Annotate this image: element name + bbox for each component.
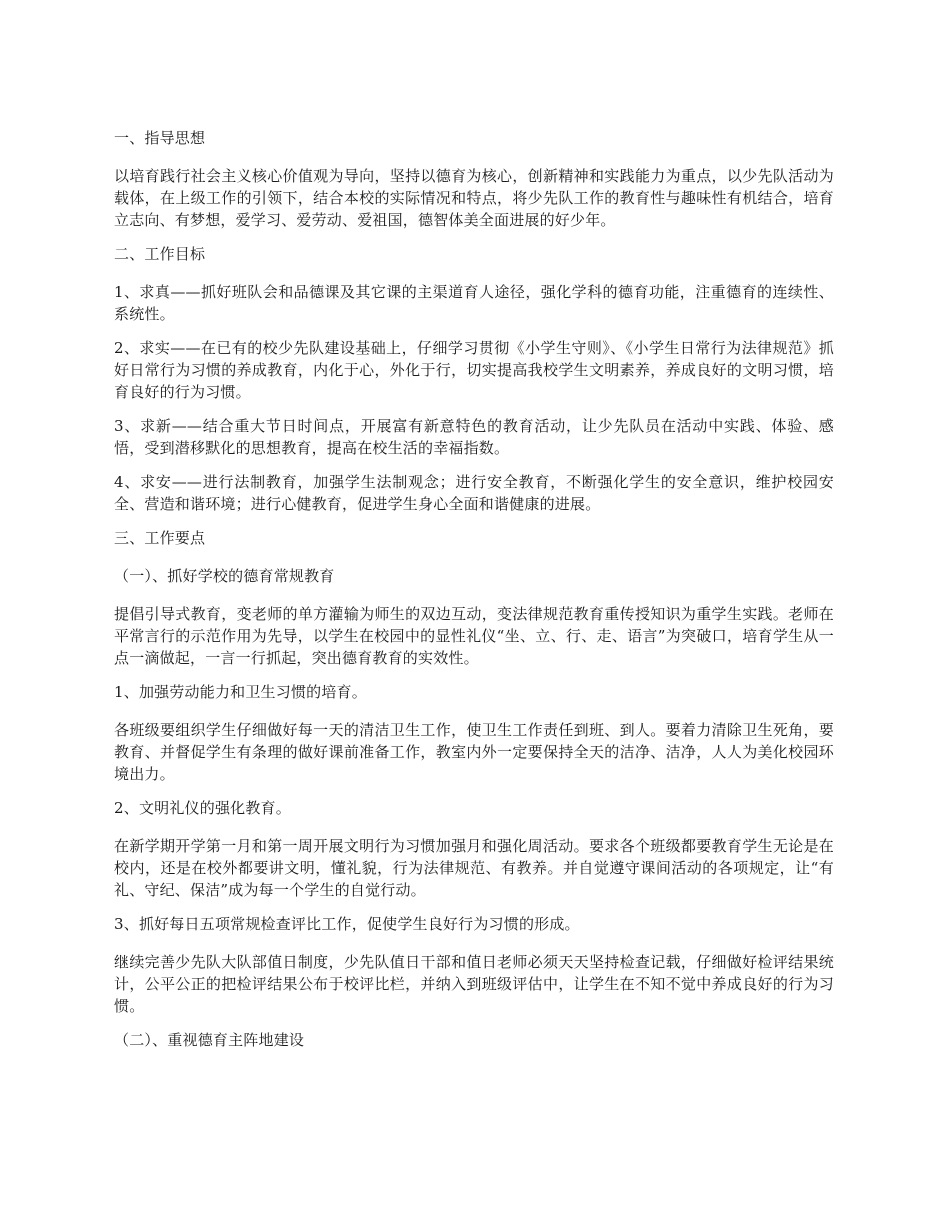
section-heading-guiding-thought: 一、指导思想 <box>114 129 206 147</box>
subsection-heading-moral-position: （二）、重视德育主阵地建设 <box>114 1031 305 1049</box>
paragraph-goal-3: 3、求新——结合重大节日时间点，开展富有新意特色的教育活动，让少先队员在活动中实践、体验、感悟，受到潜移默化的思想教育，提高在校生活的幸福指数。 <box>114 417 834 457</box>
item-heading-etiquette: 2、文明礼仪的强化教育。 <box>114 799 291 817</box>
paragraph-labor-hygiene: 各班级要组织学生仔细做好每一天的清洁卫生工作，使卫生工作责任到班、到人。要着力清除卫生死角，要教育、并督促学生有条理的做好课前准备工作，教室内外一定要保持全天的洁净、洁净，人人为美化校园环境出力。 <box>114 721 834 783</box>
paragraph-goal-2: 2、求实——在已有的校少先队建设基础上，仔细学习贯彻《小学生守则》、《小学生日常行为法律规范》抓好日常行为习惯的养成教育，内化于心，外化于行，切实提高我校学生文明素养，养成良好的文明习惯，培育良好的行为习惯。 <box>114 339 834 401</box>
paragraph-goal-4: 4、求安——进行法制教育，加强学生法制观念；进行安全教育，不断强化学生的安全意识，维护校园安全、营造和谐环境；进行心健教育，促进学生身心全面和谐健康的进展。 <box>114 473 834 513</box>
section-heading-work-points: 三、工作要点 <box>114 529 206 547</box>
section-heading-work-goals: 二、工作目标 <box>114 245 206 263</box>
paragraph-etiquette: 在新学期开学第一月和第一周开展文明行为习惯加强月和强化周活动。要求各个班级都要教育学生无论是在校内，还是在校外都要讲文明，懂礼貌，行为法律规范、有教养。并自觉遵守课间活动的各项规定，让“有礼、守纪、保洁”成为每一个学生的自觉行动。 <box>114 837 834 899</box>
paragraph-routine-education: 提倡引导式教育，变老师的单方灌输为师生的双边互动，变法律规范教育重传授知识为重学生实践。老师在平常言行的示范作用为先导，以学生在校园中的显性礼仪“坐、立、行、走、语言”为突破口，培育学生从一点一滴做起，一言一行抓起，突出德育教育的实效性。 <box>114 605 834 667</box>
paragraph-goal-1: 1、求真——抓好班队会和品德课及其它课的主渠道育人途径，强化学科的德育功能，注重德育的连续性、系统性。 <box>114 283 834 323</box>
document-page <box>114 127 834 1067</box>
paragraph-guiding-thought: 以培育践行社会主义核心价值观为导向，坚持以德育为核心，创新精神和实践能力为重点，以少先队活动为载体，在上级工作的引领下，结合本校的实际情况和特点，将少先队工作的教育性与趣味性有机结合，培育立志向、有梦想，爱学习、爱劳动、爱祖国，德智体美全面进展的好少年。 <box>114 167 834 229</box>
item-heading-daily-inspection: 3、抓好每日五项常规检查评比工作，促使学生良好行为习惯的形成。 <box>114 915 580 933</box>
item-heading-labor-hygiene: 1、加强劳动能力和卫生习惯的培育。 <box>114 683 367 701</box>
subsection-heading-routine-education: （一）、抓好学校的德育常规教育 <box>114 567 335 585</box>
paragraph-daily-inspection: 继续完善少先队大队部值日制度，少先队值日干部和值日老师必须天天坚持检查记载，仔细做好检评结果统计，公平公正的把检评结果公布于校评比栏，并纳入到班级评估中，让学生在不知不觉中养成良好的行为习惯。 <box>114 953 834 1015</box>
